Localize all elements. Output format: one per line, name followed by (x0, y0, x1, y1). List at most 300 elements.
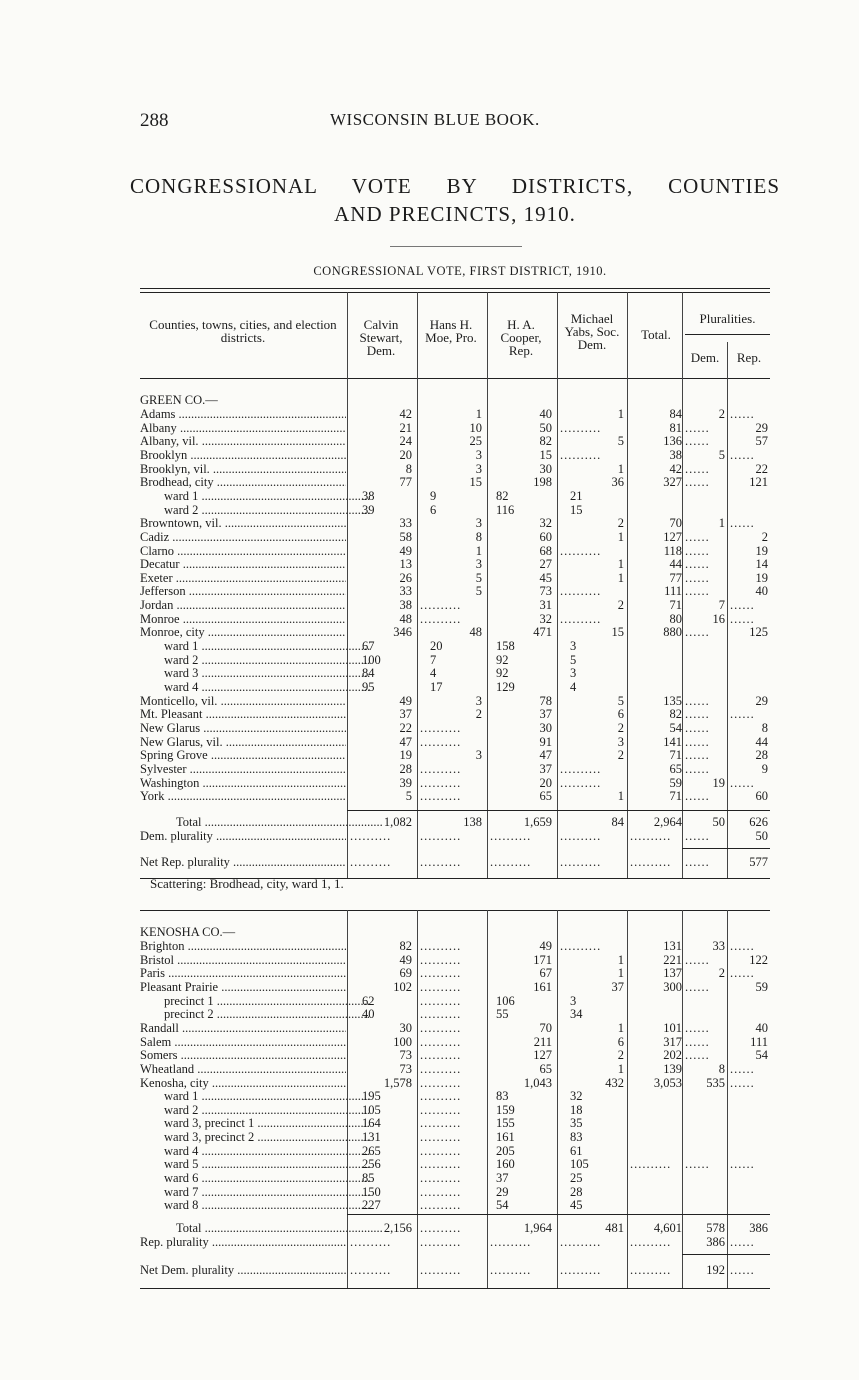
cell-tot: 118 (663, 543, 682, 558)
cell-moe: 7 (430, 652, 437, 667)
cell-stew: 20 (399, 447, 412, 462)
cell-coop: 30 (539, 720, 552, 735)
plurality-row (140, 830, 770, 844)
row-label: Spring Grove ..... (140, 749, 346, 763)
cell-dem: ...... (685, 625, 710, 640)
table-row (140, 408, 770, 422)
header-yabs: Michael Yabs, Soc. Dem. (564, 311, 620, 352)
cell-dem: ...... (685, 434, 710, 449)
cell-coop: 65 (539, 1061, 552, 1076)
table-row (140, 613, 770, 627)
title-line-2: AND PRECINCTS, 1910. (334, 202, 576, 226)
cell-coop: 15 (539, 447, 552, 462)
cell-moe: 9 (430, 488, 437, 503)
cell-yabs: .......... (560, 420, 602, 435)
row-label: ward 4 ..... (140, 1145, 370, 1159)
cell-rep: 28 (755, 748, 768, 763)
cell-moe: .......... (420, 1143, 462, 1158)
cell-coop: 82 (539, 434, 552, 449)
table-row (140, 749, 770, 763)
cell-dem: 5 (718, 447, 725, 462)
row-label: Bristol ..... (140, 954, 346, 968)
cell-stew: 62 (362, 993, 375, 1008)
cell-coop: 158 (496, 639, 515, 654)
cell-stew: 28 (399, 761, 412, 776)
cell-yabs: 2 (617, 1048, 624, 1063)
title-line-1: CONGRESSIONAL VOTE BY DISTRICTS, COUNTIES (130, 174, 780, 198)
cell-coop: 65 (539, 789, 552, 804)
total-rule (347, 1214, 770, 1215)
cell-yabs: 1 (617, 952, 624, 967)
row-label: Brooklyn ..... (140, 449, 346, 463)
cell-yabs: 18 (570, 1102, 583, 1117)
cell-stew: 195 (362, 1089, 381, 1104)
cell-rep: ...... (730, 775, 755, 790)
table-row (140, 504, 770, 518)
cell-yabs: 35 (570, 1116, 583, 1131)
cell-stew: 30 (399, 1020, 412, 1035)
net-plurality-row (140, 1264, 770, 1278)
cell-rep: 40 (755, 1020, 768, 1035)
cell-dem: 2 (718, 966, 725, 981)
row-label: Randall ..... (140, 1022, 346, 1036)
cell-coop: 30 (539, 461, 552, 476)
cell-dem: 7 (718, 598, 725, 613)
cell-rep: ...... (730, 1263, 755, 1277)
header-dem: Dem. (690, 350, 720, 365)
cell-stew: 67 (362, 639, 375, 654)
cell-yabs: .......... (560, 447, 602, 462)
cell-rep: 29 (755, 420, 768, 435)
cell-coop: 32 (539, 611, 552, 626)
green-county-table (140, 284, 770, 894)
kenosha-county-table (140, 908, 770, 1298)
row-label: Monticello, vil. ..... (140, 695, 346, 709)
cell-stew: 49 (399, 543, 412, 558)
cell-coop: 161 (533, 979, 552, 994)
cell-moe: 3 (475, 447, 482, 462)
cell-rep: 2 (761, 529, 768, 544)
table-row (140, 967, 770, 981)
table-row (140, 558, 770, 572)
cell-rep: ...... (730, 447, 755, 462)
cell-dem: ...... (685, 1034, 710, 1049)
cell-yabs: .......... (560, 543, 602, 558)
cell-stew: 40 (362, 1007, 375, 1022)
cell-tot: 77 (669, 570, 682, 585)
cell-stew: 2,156 (383, 1221, 412, 1235)
row-label: Sylvester ..... (140, 763, 346, 777)
cell-yabs: 6 (617, 707, 624, 722)
row-label: Albany, vil. ..... (140, 435, 346, 449)
cell-yabs: 2 (617, 516, 624, 531)
cell-moe: 3 (475, 693, 482, 708)
row-label: Brooklyn, vil. ..... (140, 463, 346, 477)
table-row (140, 667, 770, 681)
cell-yabs: 481 (605, 1221, 624, 1235)
cell-coop: 129 (496, 680, 515, 694)
cell-moe: 48 (469, 625, 482, 640)
row-label: ward 3, precinct 1 ..... (140, 1117, 370, 1131)
cell-yabs: 83 (570, 1130, 583, 1145)
cell-rep: ...... (730, 1235, 755, 1249)
header-moe: Hans H. Moe, Pro. (425, 317, 477, 345)
cell-moe: .......... (420, 761, 462, 776)
cell-stew: 73 (399, 1061, 412, 1076)
section-label: KENOSHA CO.— (140, 926, 236, 939)
row-label: Dem. plurality ..... (140, 830, 346, 844)
cell-yabs: 45 (570, 1198, 583, 1213)
cell-moe: 2 (475, 707, 482, 722)
cell-tot: 80 (669, 611, 682, 626)
table-row (140, 572, 770, 586)
table-row (140, 790, 770, 804)
cell-rep: ...... (730, 1061, 755, 1076)
cell-rep: 9 (761, 761, 768, 776)
cell-yabs: 15 (570, 502, 583, 517)
row-label: ward 8 ..... (140, 1199, 370, 1213)
row-label: Net Rep. plurality ..... (140, 856, 346, 870)
cell-rep: 122 (749, 952, 768, 967)
cell-tot: 71 (669, 789, 682, 804)
cell-moe: 3 (475, 557, 482, 572)
cell-coop: 37 (539, 761, 552, 776)
cell-dem: ...... (685, 543, 710, 558)
cell-coop: 116 (496, 502, 515, 517)
row-label: ward 4 ..... (140, 681, 370, 695)
cell-rep: 29 (755, 693, 768, 708)
cell-coop: 91 (539, 734, 552, 749)
cell-coop: 67 (539, 966, 552, 981)
cell-stew: 38 (362, 488, 375, 503)
cell-tot: 38 (669, 447, 682, 462)
cell-coop: 50 (539, 420, 552, 435)
cell-tot: 65 (669, 761, 682, 776)
page-header (140, 110, 780, 134)
cell-coop: 211 (533, 1034, 552, 1049)
row-label: ward 2 ..... (140, 504, 370, 518)
cell-yabs: 32 (570, 1089, 583, 1104)
cell-moe: 1 (475, 407, 482, 421)
row-label: ward 3, precinct 2 ..... (140, 1131, 370, 1145)
cell-moe: 3 (475, 461, 482, 476)
cell-coop: .......... (490, 1235, 532, 1249)
cell-yabs: 21 (570, 488, 583, 503)
row-label: Browntown, vil. ..... (140, 517, 346, 531)
cell-moe: .......... (420, 720, 462, 735)
row-label: ward 5 ..... (140, 1158, 370, 1172)
table-top-rule (140, 288, 770, 289)
cell-yabs: 432 (605, 1075, 624, 1090)
cell-coop: 37 (496, 1171, 509, 1186)
row-label: Rep. plurality ..... (140, 1236, 346, 1250)
running-title: WISCONSIN BLUE BOOK. (330, 110, 540, 129)
cell-tot: 327 (663, 475, 682, 490)
header-cooper: H. A. Cooper, Rep. (500, 317, 542, 358)
cell-yabs: 5 (617, 693, 624, 708)
cell-coop: 82 (496, 488, 509, 503)
cell-coop: 471 (533, 625, 552, 640)
cell-dem: 535 (706, 1075, 725, 1090)
section-label: GREEN CO.— (140, 394, 218, 407)
table-row (140, 1063, 770, 1077)
cell-yabs: 1 (617, 966, 624, 981)
cell-dem: ...... (685, 557, 710, 572)
cell-stew: 37 (399, 707, 412, 722)
cell-dem: ...... (685, 855, 710, 869)
cell-tot: 135 (663, 693, 682, 708)
cell-coop: 31 (539, 598, 552, 613)
cell-moe: .......... (420, 1116, 462, 1131)
cell-moe: .......... (420, 1007, 462, 1022)
row-label: ward 1 ..... (140, 640, 370, 654)
total-row (140, 816, 770, 830)
cell-stew: 49 (399, 952, 412, 967)
cell-coop: 32 (539, 516, 552, 531)
table-row (140, 1022, 770, 1036)
cell-moe: 20 (430, 639, 443, 654)
cell-dem: 33 (712, 939, 725, 953)
cell-moe: .......... (420, 611, 462, 626)
section-heading (140, 926, 770, 940)
row-label: ward 2 ..... (140, 654, 370, 668)
row-label: ward 3 ..... (140, 667, 370, 681)
cell-tot: 70 (669, 516, 682, 531)
cell-dem: ...... (685, 529, 710, 544)
table-row (140, 736, 770, 750)
cell-rep: 8 (761, 720, 768, 735)
cell-yabs: .......... (560, 584, 602, 599)
cell-stew: 33 (399, 516, 412, 531)
table-row (140, 599, 770, 613)
cell-stew: 22 (399, 720, 412, 735)
cell-stew: 48 (399, 611, 412, 626)
table-row (140, 681, 770, 695)
cell-dem: 50 (712, 815, 725, 829)
cell-rep: ...... (730, 598, 755, 613)
table-row (140, 545, 770, 559)
header-total: Total. (641, 327, 671, 342)
cell-rep: ...... (730, 407, 755, 421)
cell-tot: 2,964 (653, 815, 682, 829)
cell-coop: 127 (533, 1048, 552, 1063)
cell-dem: ...... (685, 1157, 710, 1172)
table-row (140, 517, 770, 531)
cell-yabs: 5 (617, 434, 624, 449)
page-number: 288 (140, 110, 169, 131)
scattering-note: Scattering: Brodhead, city, ward 1, 1. (150, 876, 344, 891)
cell-coop: 20 (539, 775, 552, 790)
row-label: Albany ..... (140, 422, 346, 436)
cell-moe: 3 (475, 748, 482, 763)
header-pluralities: Pluralities. (699, 311, 756, 326)
cell-tot: 54 (669, 720, 682, 735)
cell-yabs: .......... (560, 611, 602, 626)
cell-yabs: 4 (570, 680, 577, 694)
cell-dem: ...... (685, 952, 710, 967)
cell-rep: ...... (730, 939, 755, 953)
cell-stew: .......... (350, 1235, 392, 1249)
row-label: York ..... (140, 790, 346, 804)
row-label: precinct 2 ..... (140, 1008, 370, 1022)
row-label: Total ..... (140, 1222, 382, 1236)
cell-stew: 33 (399, 584, 412, 599)
table-top-rule-inner (140, 292, 770, 293)
cell-stew: 39 (362, 502, 375, 517)
cell-stew: 346 (393, 625, 412, 640)
page-title (130, 172, 780, 228)
cell-coop: .......... (490, 1263, 532, 1277)
cell-moe: .......... (420, 939, 462, 953)
cell-stew: 21 (399, 420, 412, 435)
cell-rep: 22 (755, 461, 768, 476)
cell-tot: 101 (663, 1020, 682, 1035)
cell-rep: 44 (755, 734, 768, 749)
table-row (140, 1104, 770, 1118)
cell-yabs: 3 (570, 666, 577, 681)
net-plurality-row (140, 856, 770, 870)
table-row (140, 777, 770, 791)
cell-tot: .......... (630, 1263, 672, 1277)
cell-dem: 2 (718, 407, 725, 421)
cell-dem: 1 (718, 516, 725, 531)
table-row (140, 1199, 770, 1213)
cell-tot: 3,053 (653, 1075, 682, 1090)
cell-yabs: .......... (560, 829, 602, 843)
cell-tot: 42 (669, 461, 682, 476)
cell-yabs: .......... (560, 855, 602, 869)
cell-stew: 265 (362, 1143, 381, 1158)
row-label: Brighton ..... (140, 940, 346, 954)
cell-rep: 60 (755, 789, 768, 804)
cell-yabs: 1 (617, 461, 624, 476)
cell-dem: 386 (706, 1235, 725, 1249)
cell-stew: .......... (350, 1263, 392, 1277)
cell-moe: .......... (420, 1130, 462, 1145)
cell-dem: 19 (712, 775, 725, 790)
row-label: Jefferson ..... (140, 585, 346, 599)
cell-moe: .......... (420, 598, 462, 613)
cell-moe: .......... (420, 979, 462, 994)
cell-yabs: 1 (617, 557, 624, 572)
cell-moe: 4 (430, 666, 437, 681)
table-row (140, 722, 770, 736)
cell-coop: 60 (539, 529, 552, 544)
cell-rep: 54 (755, 1048, 768, 1063)
cell-stew: 1,082 (383, 815, 412, 829)
cell-tot: 317 (663, 1034, 682, 1049)
row-label: Kenosha, city ..... (140, 1077, 346, 1091)
row-label: ward 6 ..... (140, 1172, 370, 1186)
cell-rep: 14 (755, 557, 768, 572)
cell-dem: ...... (685, 979, 710, 994)
cell-dem: ...... (685, 1020, 710, 1035)
cell-dem: ...... (685, 748, 710, 763)
cell-coop: 1,964 (523, 1221, 552, 1235)
cell-stew: 95 (362, 680, 375, 694)
cell-coop: 160 (496, 1157, 515, 1172)
cell-tot: 221 (663, 952, 682, 967)
row-label: Decatur ..... (140, 558, 346, 572)
table-row (140, 1077, 770, 1091)
cell-tot: 44 (669, 557, 682, 572)
row-label: Monroe, city ..... (140, 626, 346, 640)
cell-stew: 1,578 (383, 1075, 412, 1090)
cell-yabs: 1 (617, 789, 624, 804)
cell-rep: 386 (749, 1221, 768, 1235)
cell-stew: 69 (399, 966, 412, 981)
cell-stew: 42 (399, 407, 412, 421)
cell-coop: 40 (539, 407, 552, 421)
cell-yabs: .......... (560, 1263, 602, 1277)
row-label: Clarno ..... (140, 545, 346, 559)
cell-tot: 131 (663, 939, 682, 953)
cell-rep: 626 (749, 815, 768, 829)
table-row (140, 1036, 770, 1050)
cell-dem: ...... (685, 789, 710, 804)
cell-coop: 73 (539, 584, 552, 599)
cell-tot: 111 (664, 584, 682, 599)
cell-yabs: 6 (617, 1034, 624, 1049)
cell-stew: 82 (399, 939, 412, 953)
cell-moe: .......... (420, 1263, 462, 1277)
table-subtitle: CONGRESSIONAL VOTE, FIRST DISTRICT, 1910. (313, 264, 607, 278)
cell-moe: 5 (475, 570, 482, 585)
row-label: Somers ..... (140, 1049, 346, 1063)
cell-rep: 57 (755, 434, 768, 449)
cell-moe: .......... (420, 1020, 462, 1035)
row-label: Adams ..... (140, 408, 346, 422)
table-row (140, 1117, 770, 1131)
row-label: New Glarus ..... (140, 722, 346, 736)
cell-moe: .......... (420, 1102, 462, 1117)
cell-coop: 49 (539, 939, 552, 953)
cell-moe: .......... (420, 734, 462, 749)
cell-dem: ...... (685, 734, 710, 749)
cell-yabs: 3 (570, 639, 577, 654)
cell-yabs: 105 (570, 1157, 589, 1172)
cell-stew: 38 (399, 598, 412, 613)
table-row (140, 531, 770, 545)
cell-rep: 111 (750, 1034, 768, 1049)
cell-stew: 100 (362, 652, 381, 667)
cell-stew: 77 (399, 475, 412, 490)
cell-coop: 1,659 (523, 815, 552, 829)
table-row (140, 626, 770, 640)
cell-stew: 19 (399, 748, 412, 763)
cell-stew: 47 (399, 734, 412, 749)
cell-moe: 15 (469, 475, 482, 490)
cell-dem: ...... (685, 1048, 710, 1063)
cell-coop: .......... (490, 855, 532, 869)
cell-yabs: 2 (617, 720, 624, 735)
cell-coop: 155 (496, 1116, 515, 1131)
cell-yabs: .......... (560, 775, 602, 790)
table-row (140, 708, 770, 722)
cell-yabs: 37 (611, 979, 624, 994)
cell-dem: ...... (685, 584, 710, 599)
table-row (140, 1158, 770, 1172)
row-label: Wheatland ..... (140, 1063, 346, 1077)
cell-coop: 161 (496, 1130, 515, 1145)
cell-stew: 73 (399, 1048, 412, 1063)
cell-tot: 71 (669, 598, 682, 613)
cell-moe: .......... (420, 1221, 462, 1235)
table-row (140, 763, 770, 777)
table-bottom-rule (140, 1288, 770, 1289)
cell-coop: .......... (490, 829, 532, 843)
cell-yabs: 2 (617, 748, 624, 763)
